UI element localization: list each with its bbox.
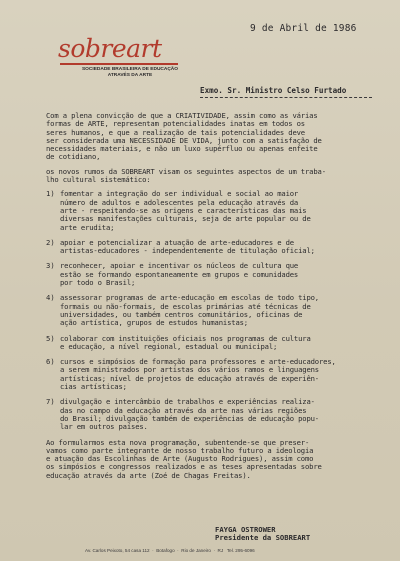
- signature-block: [215, 526, 310, 542]
- item-number: 7): [46, 397, 55, 407]
- logo-underline: [60, 63, 178, 65]
- aims-list: [46, 190, 391, 431]
- organization-name: [60, 67, 200, 79]
- letterhead-footer: Av. Carlos Peixoto, 54 casa 112 · Botafogo · Rio de Janeiro · RJ Tel. 295-6096: [85, 548, 255, 553]
- org-line-1: SOCIEDADE BRASILEIRA DE EDUCAÇÃO: [81, 67, 179, 72]
- item-text: fomentar a integração do ser individual e social ao maior número de adultos e adolescentes pela educação através da arte - respeitando-se as origens e características das mais diversas manifestações culturais, seja de arte popular ou de arte erudita;: [60, 189, 311, 232]
- list-item: [46, 335, 391, 352]
- item-text: apoiar e potencializar a atuação de arte-educadores e de artistas-educadores - independentemente de titulação oficial;: [60, 237, 315, 256]
- lead-paragraph: os novos rumos da SOBREART visam os seguintes aspectos de um traba- lho cultural sistemático:: [46, 166, 326, 185]
- item-number: 4): [46, 293, 55, 303]
- addressee-rule: [200, 97, 372, 98]
- sobreart-logo: sobreart: [58, 34, 162, 63]
- list-item: [46, 239, 391, 256]
- item-text: cursos e simpósios de formação para professores e arte-educadores, a serem ministrados por artistas dos vários ramos e linguagens artísticas; nível de projetos de educação através de experiên- cias artísticas;: [60, 357, 336, 392]
- list-item: [46, 398, 391, 431]
- list-item: [46, 358, 391, 391]
- item-text: assessorar programas de arte-educação em escolas de todo tipo, formais ou não-formais, de escolas primárias até técnicas de universidades, ou também centros comunitários, oficinas de ação artística, grupos de estudos humanistas;: [60, 293, 319, 328]
- list-item: [46, 190, 391, 231]
- item-number: 2): [46, 237, 55, 247]
- letter-date: 9 de Abril de 1986: [250, 23, 357, 34]
- closing-paragraph: Ao formularmos esta nova programação, subentende-se que preser- vamos como parte integrante de nosso trabalho futuro a ideologia e atuação das Escolinhas de Arte (Augusto Rodrigues), assim como os simpósios e congressos realizados e as teses apresentadas sobre educação através da arte (Zoé de Chagas Freitas).: [46, 437, 322, 480]
- item-text: reconhecer, apoiar e incentivar os núcleos de cultura que estão se formando espontaneamente em grupos e comunidades por todo o Brasil;: [60, 261, 299, 288]
- item-text: colaborar com instituições oficiais nos programas de cultura e educação, a nível regional, estadual ou municipal;: [60, 333, 311, 351]
- list-item: [46, 294, 391, 327]
- item-number: 1): [46, 189, 55, 199]
- item-text: divulgação e intercâmbio de trabalhos e experiências realiza- das no campo da educação através da arte nas várias regiões do Brasil; divulgação também de experiências de educação popu- lar em outros países.: [60, 397, 319, 432]
- list-item: [46, 262, 391, 287]
- addressee: Exmo. Sr. Ministro Celso Furtado: [200, 86, 347, 95]
- org-line-2: ATRAVÉS DA ARTE: [107, 73, 153, 78]
- item-number: 6): [46, 357, 55, 367]
- signatory-title: Presidente da SOBREART: [215, 533, 311, 542]
- signatory-name: FAYGA OSTROWER: [215, 525, 276, 534]
- item-number: 5): [46, 333, 55, 343]
- intro-paragraph: Com a plena convicção de que a CRIATIVIDADE, assim como as várias formas de ARTE, representam potencialidades inatas em todos os seres humanos, e que a realização de tais potencialidades deve ser considerada uma NECESSIDADE DE VIDA, junto com a satisfação de necessidades materiais, e não um luxo supérfluo ou apenas enfeite de cotidiano,: [46, 111, 322, 162]
- item-number: 3): [46, 261, 55, 271]
- letter-body: [46, 112, 391, 480]
